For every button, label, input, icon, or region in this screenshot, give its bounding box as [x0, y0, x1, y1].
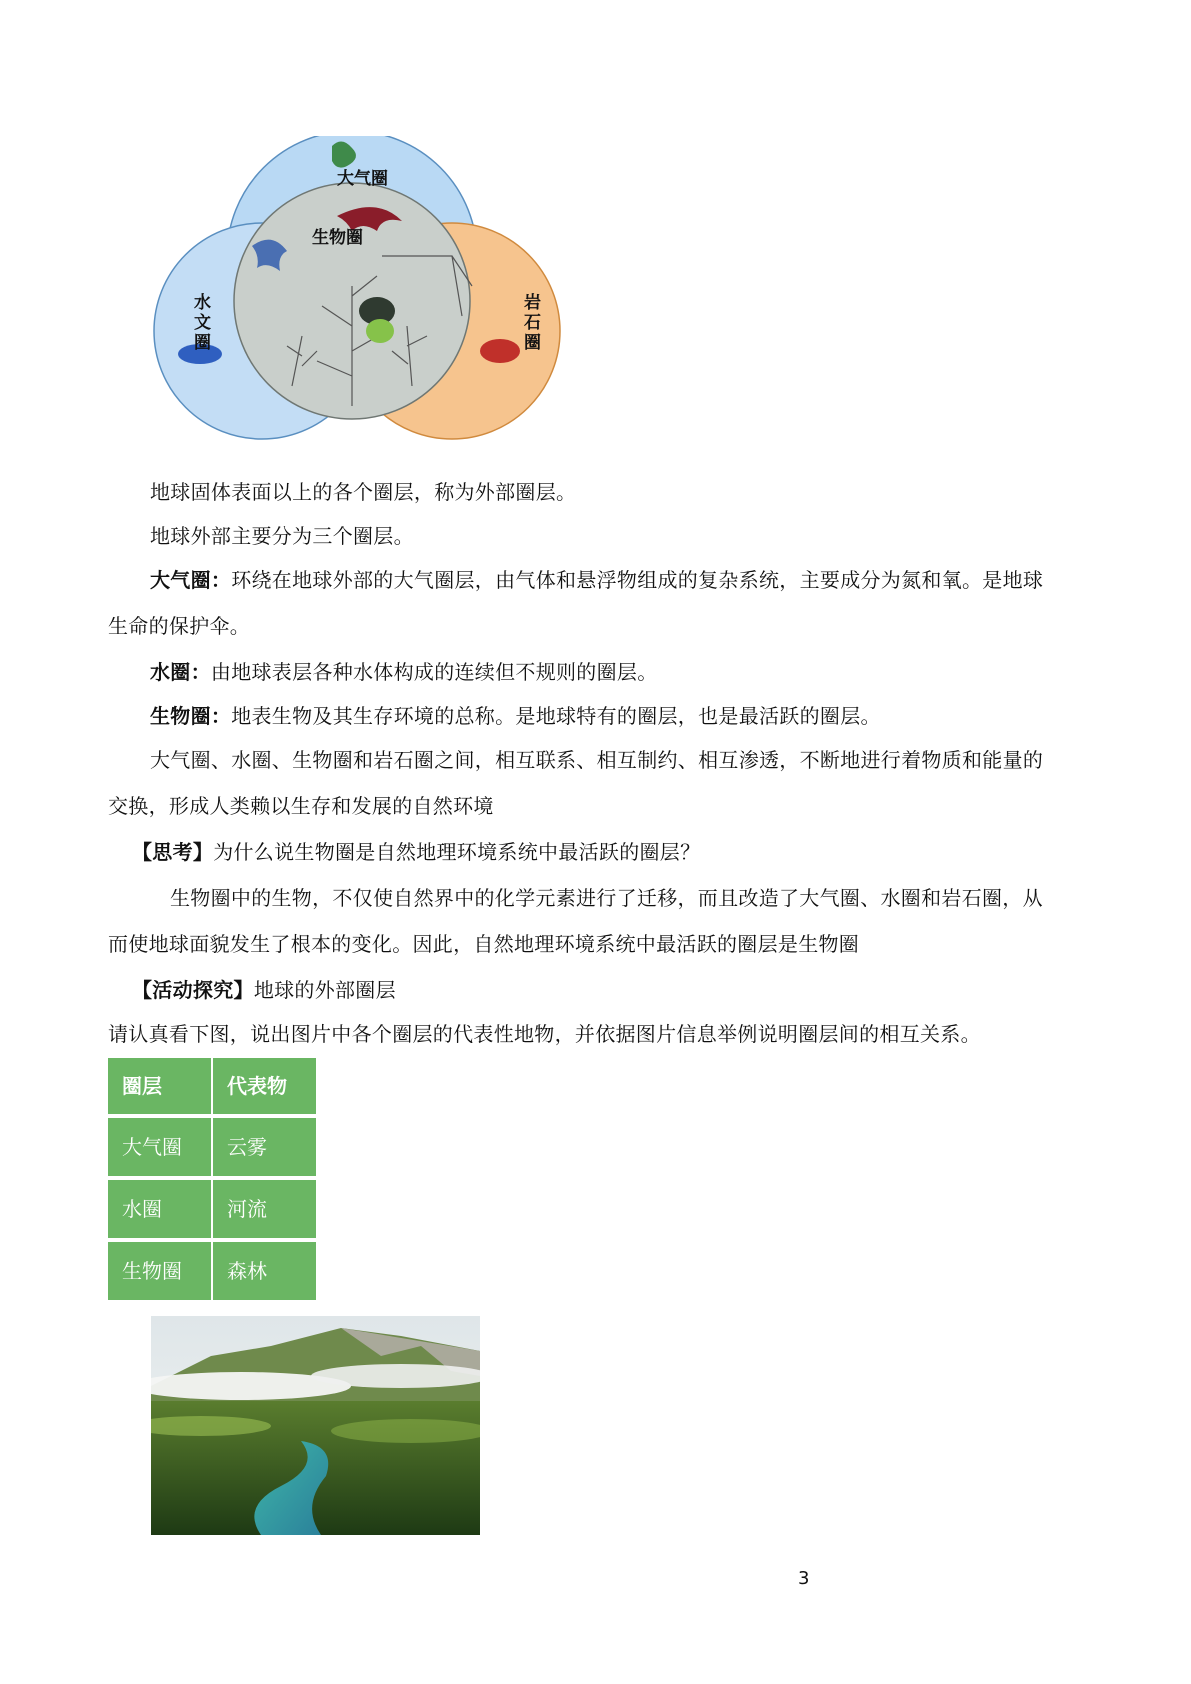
svg-text:文: 文 [194, 313, 211, 333]
think-question [132, 838, 700, 866]
table-cell: 河流 [213, 1180, 316, 1238]
table-header-representative: 代表物 [213, 1058, 316, 1114]
table-header-sphere: 圈层 [108, 1058, 211, 1114]
page-number: 3 [798, 1568, 810, 1589]
table-cell: 生物圈 [108, 1242, 211, 1300]
biosphere-term: 生物圈： [150, 704, 232, 728]
answer-line2: 而使地球面貌发生了根本的变化。因此，自然地理环境系统中最活跃的圈层是生物圈 [108, 932, 860, 956]
paragraph-1: 地球固体表面以上的各个圈层，称为外部圈层。 [150, 480, 577, 504]
atmosphere-definition: 环绕在地球外部的大气圈层，由气体和悬浮物组成的复杂系统，主要成分为氮和氧。是地球 [231, 568, 1044, 592]
hydrosphere-label [194, 292, 211, 353]
table-cell: 森林 [213, 1242, 316, 1300]
hydrosphere-term: 水圈： [150, 660, 211, 684]
svg-text:圈: 圈 [194, 333, 211, 353]
svg-text:石: 石 [524, 313, 541, 333]
lithosphere-label [524, 292, 541, 353]
paragraph-2: 地球外部主要分为三个圈层。 [150, 524, 414, 548]
svg-text:圈: 圈 [524, 333, 541, 353]
table-cell: 大气圈 [108, 1118, 211, 1176]
activity-label: 【活动探究】 [132, 978, 254, 1002]
answer-line1: 生物圈中的生物，不仅使自然界中的化学元素进行了迁移，而且改造了大气圈、水圈和岩石圈，从 [170, 886, 1043, 910]
think-text: 为什么说生物圈是自然地理环境系统中最活跃的圈层？ [213, 840, 701, 864]
table-cell: 云雾 [213, 1118, 316, 1176]
biosphere-label: 生物圈 [312, 228, 363, 248]
activity-heading [132, 976, 396, 1004]
earth-spheres-diagram [152, 136, 587, 441]
red-crab-icon [480, 339, 520, 363]
svg-text:水: 水 [194, 293, 211, 313]
think-label: 【思考】 [132, 840, 214, 864]
landscape-photo [151, 1316, 480, 1535]
table-cell: 水圈 [108, 1180, 211, 1238]
instruction-text: 请认真看下图，说出图片中各个圈层的代表性地物，并依据图片信息举例说明圈层间的相互关系。 [108, 1022, 981, 1046]
svg-text:岩: 岩 [524, 293, 541, 313]
paragraph-relations-line2: 交换，形成人类赖以生存和发展的自然环境 [108, 794, 494, 818]
atmosphere-label: 大气圈 [337, 169, 388, 189]
hydrosphere-definition: 由地球表层各种水体构成的连续但不规则的圈层。 [210, 660, 658, 684]
paragraph-atmosphere [150, 566, 1043, 594]
biosphere-definition: 地表生物及其生存环境的总称。是地球特有的圈层，也是最活跃的圈层。 [231, 704, 881, 728]
paragraph-biosphere [150, 702, 881, 730]
atmosphere-term: 大气圈： [150, 568, 232, 592]
paragraph-relations-line1: 大气圈、水圈、生物圈和岩石圈之间，相互联系、相互制约、相互渗透，不断地进行着物质和能量的 [150, 748, 1044, 772]
paragraph-hydrosphere [150, 658, 658, 686]
activity-text: 地球的外部圈层 [253, 978, 396, 1002]
atmosphere-definition-cont: 生命的保护伞。 [108, 614, 251, 638]
